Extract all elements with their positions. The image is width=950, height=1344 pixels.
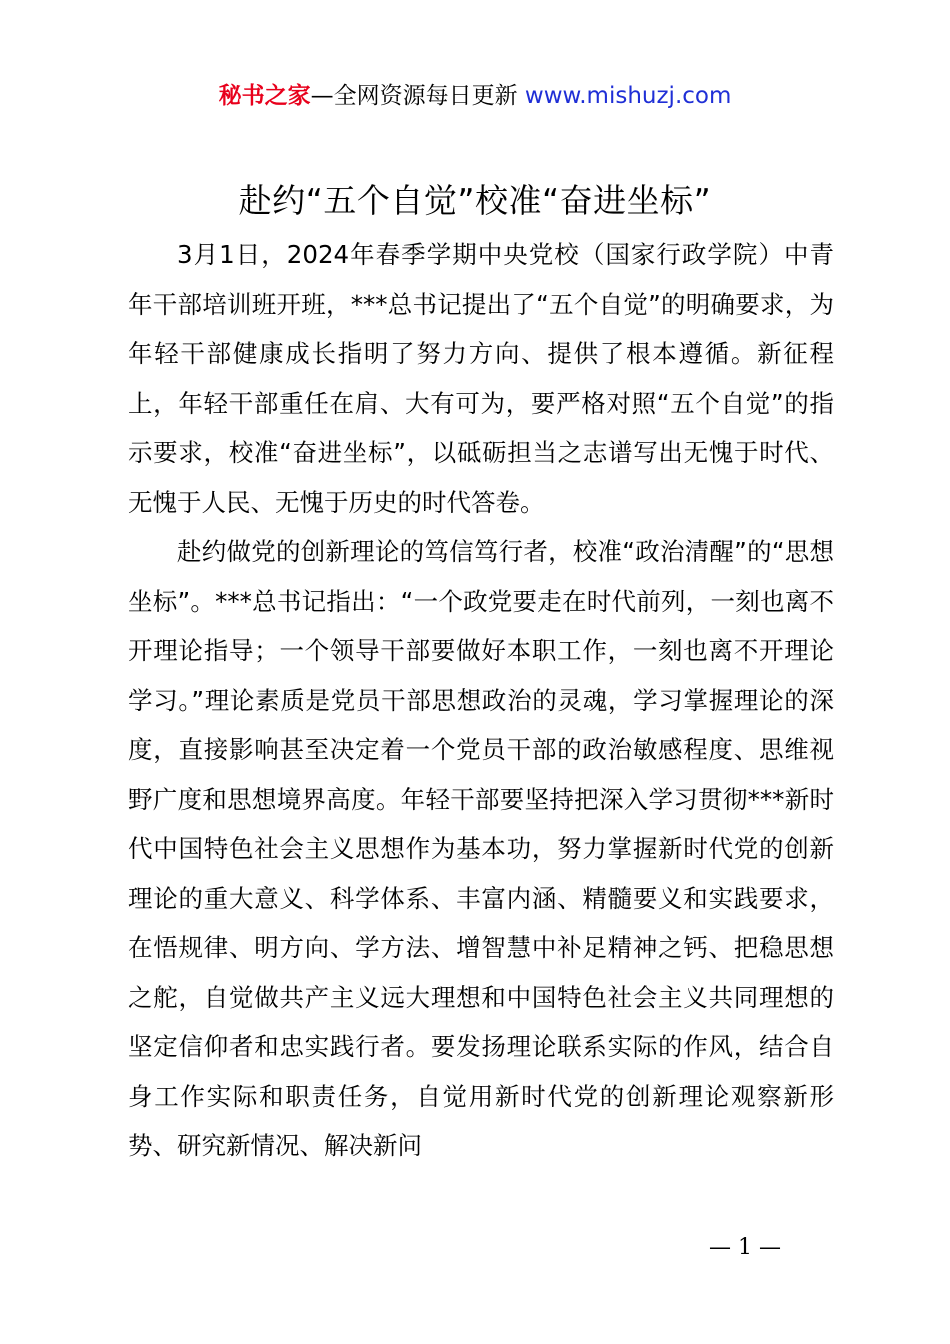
site-header [0,78,950,114]
paragraph-intro: 3月1日，2024年春季学期中央党校（国家行政学院）中青年干部培训班开班，***总书记提出了“五个自觉”的明确要求，为年轻干部健康成长指明了努力方向、提供了根本遵循。新征程上，年轻干部重任在肩、大有可为，要严格对照“五个自觉”的指示要求，校准“奋进坐标”，以砥砺担当之志谱写出无愧于时代、无愧于人民、无愧于历史的时代答卷。 [128,240,834,517]
page-number: — 1 — [709,1235,781,1260]
paragraph-theory: 赴约做党的创新理论的笃信笃行者，校准“政治清醒”的“思想坐标”。***总书记指出：“一个政党要走在时代前列，一刻也离不开理论指导；一个领导干部要做好本职工作，一刻也离不开理论学习。”理论素质是党员干部思想政治的灵魂，学习掌握理论的深度，直接影响甚至决定着一个党员干部的政治敏感程度、思维视野广度和思想境界高度。年轻干部要坚持把深入学习贯彻***新时代中国特色社会主义思想作为基本功，努力掌握新时代党的创新理论的重大意义、科学体系、丰富内涵、精髓要义和实践要求，在悟规律、明方向、学方法、增智慧中补足精神之钙、把稳思想之舵，自觉做共产主义远大理想和中国特色社会主义共同理想的坚定信仰者和忠实践行者。要发扬理论联系实际的作风，结合自身工作实际和职责任务，自觉用新时代党的创新理论观察新形势、研究新情况、解决新问 [128,537,834,1160]
site-tagline: —全网资源每日更新 [310,83,518,109]
site-url-link[interactable]: www.mishuzj.com [524,83,732,109]
document-body [128,230,834,1171]
document-title: 赴约“五个自觉”校准“奋进坐标” [238,181,712,220]
site-brand: 秘书之家 [218,83,311,109]
